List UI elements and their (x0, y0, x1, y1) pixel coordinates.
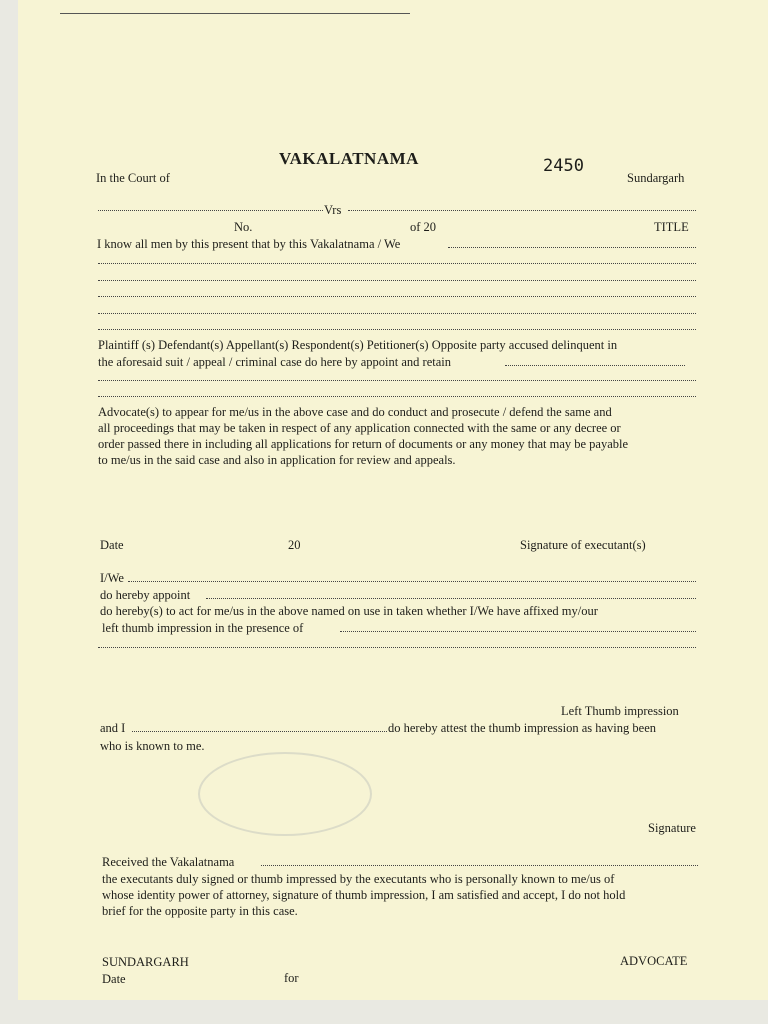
advocate-para-line: to me/us in the said case and also in application for review and appeals. (98, 453, 456, 467)
advocate-paragraph (98, 404, 698, 468)
vakalatnama-form (18, 0, 768, 1000)
executant-signature-label: Signature of executant(s) (520, 538, 646, 552)
faded-seal (198, 752, 372, 836)
footer-date-label: Date (102, 972, 126, 986)
defendant-name-line[interactable] (348, 210, 696, 211)
parties-text-1: Plaintiff (s) Defendant(s) Appellant(s) Respondent(s) Petitioner(s) Opposite party accused delinquent in (98, 338, 618, 352)
plaintiff-name-line[interactable] (98, 210, 323, 211)
blank-line-6[interactable] (98, 380, 696, 381)
blank-line-2[interactable] (98, 280, 696, 281)
form-title: VAKALATNAMA (279, 149, 419, 168)
iwe-label: I/We (100, 571, 124, 585)
thumb-text: left thumb impression in the presence of (102, 621, 304, 635)
appoint-label: do hereby appoint (100, 588, 191, 602)
executant-name-line[interactable] (448, 247, 696, 248)
witness-name-line[interactable] (340, 631, 696, 632)
footer-for-label: for (284, 971, 299, 985)
advocate-name-line[interactable] (505, 365, 685, 366)
known-text: who is known to me. (100, 739, 205, 753)
acceptance-line: whose identity power of attorney, signature of thumb impression, I am satisfied and accept, I do not hold (102, 888, 626, 902)
court-label: In the Court of (96, 171, 170, 185)
serial-number: 2450 (543, 156, 584, 176)
attester-name-line[interactable] (132, 731, 387, 732)
blank-line-5[interactable] (98, 329, 696, 330)
appoint-name-line[interactable] (206, 598, 696, 599)
case-title-label: TITLE (654, 220, 689, 234)
blank-line-8[interactable] (98, 647, 696, 648)
and-i-label: and I (100, 721, 126, 735)
footer-place: SUNDARGARH (102, 955, 189, 969)
attester-signature-label: Signature (648, 821, 696, 835)
intro-text: I know all men by this present that by this Vakalatnama / We (97, 237, 401, 251)
case-year-label: of 20 (410, 220, 437, 234)
date-label: Date (100, 538, 124, 552)
iwe-name-line[interactable] (128, 581, 696, 582)
advocate-para-line: all proceedings that may be taken in respect of any application connected with the same or any decree or (98, 421, 621, 435)
case-no-label: No. (234, 220, 253, 234)
advocate-para-line: order passed there in including all applications for return of documents or any money that may be payable (98, 437, 629, 451)
blank-line-7[interactable] (98, 396, 696, 397)
act-text: do hereby(s) to act for me/us in the above named on use in taken whether I/We have affixed my/our (100, 604, 598, 618)
top-rule (60, 13, 410, 14)
versus-label: Vrs (324, 203, 342, 217)
blank-line-1[interactable] (98, 263, 696, 264)
received-line[interactable] (261, 865, 698, 866)
attest-text: do hereby attest the thumb impression as having been (388, 721, 656, 735)
received-label: Received the Vakalatnama (102, 855, 235, 869)
court-place: Sundargarh (627, 171, 685, 185)
left-thumb-label: Left Thumb impression (561, 704, 679, 718)
blank-line-4[interactable] (98, 313, 696, 314)
advocate-para-line: Advocate(s) to appear for me/us in the above case and do conduct and prosecute / defend the same and (98, 405, 612, 419)
parties-text-2: the aforesaid suit / appeal / criminal case do here by appoint and retain (98, 355, 451, 369)
acceptance-line: the executants duly signed or thumb impressed by the executants who is personally known to me/us of (102, 872, 615, 886)
advocate-label: ADVOCATE (620, 954, 688, 968)
blank-line-3[interactable] (98, 296, 696, 297)
acceptance-paragraph (102, 871, 702, 919)
year-label: 20 (288, 538, 301, 552)
acceptance-line: brief for the opposite party in this case. (102, 904, 298, 918)
